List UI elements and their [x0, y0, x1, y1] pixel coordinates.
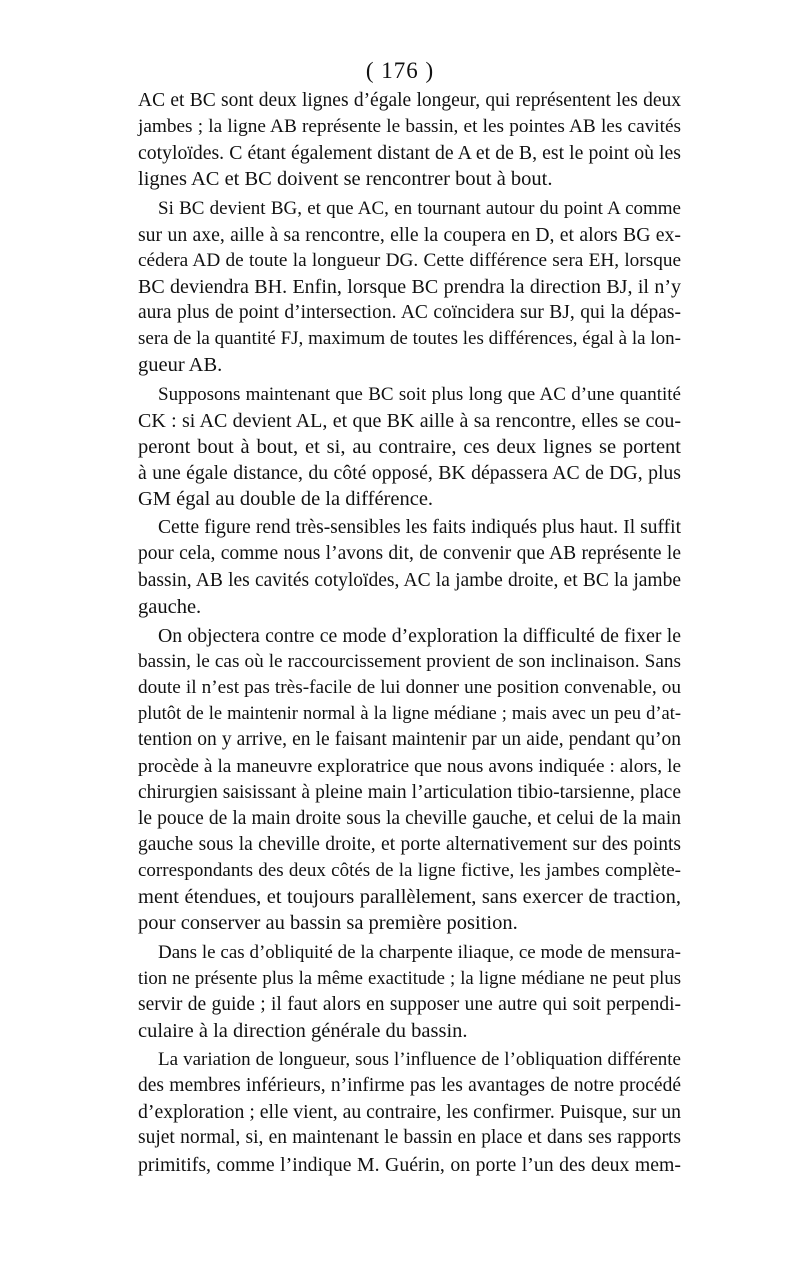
text-line: CK : si AC devient AL, et que BK aille à sa rencontre, elles se cou- [138, 409, 681, 432]
text-line: cotyloïdes. C étant également distant de A et de B, est le point où les [138, 142, 681, 165]
text-line: gauche. [138, 595, 202, 618]
paragraph [138, 88, 681, 193]
text-line: Si BC devient BG, et que AC, en tournant autour du point A comme [158, 197, 681, 219]
text-line: sera de la quantité FJ, maximum de toutes les différences, égal à la lon- [138, 328, 681, 350]
text-line: bassin, le cas où le raccourcissement provient de son inclinaison. Sans [138, 650, 681, 672]
text-line: Supposons maintenant que BC soit plus long que AC d’une quantité [158, 383, 681, 405]
text-line: correspondants des deux côtés de la ligne fictive, les jambes complète- [138, 860, 681, 882]
text-line: BC deviendra BH. Enfin, lorsque BC prendra la direction BJ, il n’y [138, 275, 681, 298]
text-line: chirurgien saisissant à pleine main l’articulation tibio-tarsienne, place [138, 781, 681, 803]
text-line: bassin, AB les cavités cotyloïdes, AC la jambe droite, et BC la jambe [138, 569, 681, 591]
text-line: AC et BC sont deux lignes d’égale longeur, qui représentent les deux [138, 90, 681, 111]
text-line: Dans le cas d’obliquité de la charpente iliaque, ce mode de mensura- [158, 941, 681, 963]
paragraph [138, 382, 681, 513]
text-line: ment étendues, et toujours parallèlement, sans exercer de traction, [138, 886, 681, 909]
text-line: gueur AB. [138, 354, 223, 377]
paragraph [138, 940, 681, 1045]
paragraph [138, 515, 681, 620]
text-line: tion ne présente plus la même exactitude ; la ligne médiane ne peut plus [138, 967, 681, 989]
text-line: On objectera contre ce mode d’exploration la difficulté de fixer le [158, 624, 681, 647]
text-line: aura plus de point d’intersection. AC coïncidera sur BJ, qui la dépas- [138, 302, 681, 324]
text-line: jambes ; la ligne AB représente le bassin, et les pointes AB les cavités [138, 116, 681, 138]
text-line: servir de guide ; il faut alors en supposer une autre qui soit perpendi- [138, 993, 681, 1015]
text-line: pour cela, comme nous l’avons dit, de convenir que AB représente le [138, 543, 681, 565]
text-line: pour conserver au bassin sa première position. [138, 912, 518, 935]
text-line: culaire à la direction générale du bassin. [138, 1019, 468, 1042]
page-number: ( 176 ) [365, 58, 435, 83]
text-line: sur un axe, aille à sa rencontre, elle la coupera en D, et alors BG ex- [138, 223, 681, 246]
text-line: Cette figure rend très-sensibles les faits indiqués plus haut. Il suffit [158, 517, 681, 539]
text-line: cédera AD de toute la longueur DG. Cette différence sera EH, lorsque [138, 249, 681, 271]
paragraph [138, 196, 681, 379]
text-line: sujet normal, si, en maintenant le bassin en place et dans ses rapports [138, 1127, 681, 1149]
text-line: GM égal au double de la différence. [138, 488, 434, 511]
text-line: le pouce de la main droite sous la cheville gauche, et celui de la main [138, 807, 681, 829]
text-line: doute il n’est pas très-facile de lui donner une position convenable, ou [138, 677, 681, 699]
text-line: procède à la maneuvre exploratrice que nous avons indiquée : alors, le [138, 755, 681, 777]
body-text [138, 88, 681, 1178]
text-line: gauche sous la cheville droite, et porte alternativement sur des points [138, 833, 681, 855]
text-line: des membres inférieurs, n’infirme pas les avantages de notre procédé [138, 1075, 681, 1097]
paragraph [138, 623, 681, 937]
text-line: La variation de longueur, sous l’influence de l’obliquation différente [158, 1049, 681, 1071]
text-line: à une égale distance, du côté opposé, BK dépassera AC de DG, plus [138, 461, 681, 484]
text-line: plutôt de le maintenir normal à la ligne médiane ; mais avec un peu d’at- [138, 704, 681, 725]
text-line: lignes AC et BC doivent se rencontrer bout à bout. [138, 168, 553, 191]
text-line: tention on y arrive, en le faisant maintenir par un aide, pendant qu’on [138, 729, 681, 751]
text-line: peront bout à bout, et si, au contraire, ces deux lignes se portent [138, 435, 681, 458]
text-line: d’exploration ; elle vient, au contraire, les confirmer. Puisque, sur un [138, 1101, 681, 1124]
paragraph [138, 1047, 681, 1178]
text-line: primitifs, comme l’indique M. Guérin, on porte l’un des deux mem- [138, 1153, 681, 1176]
